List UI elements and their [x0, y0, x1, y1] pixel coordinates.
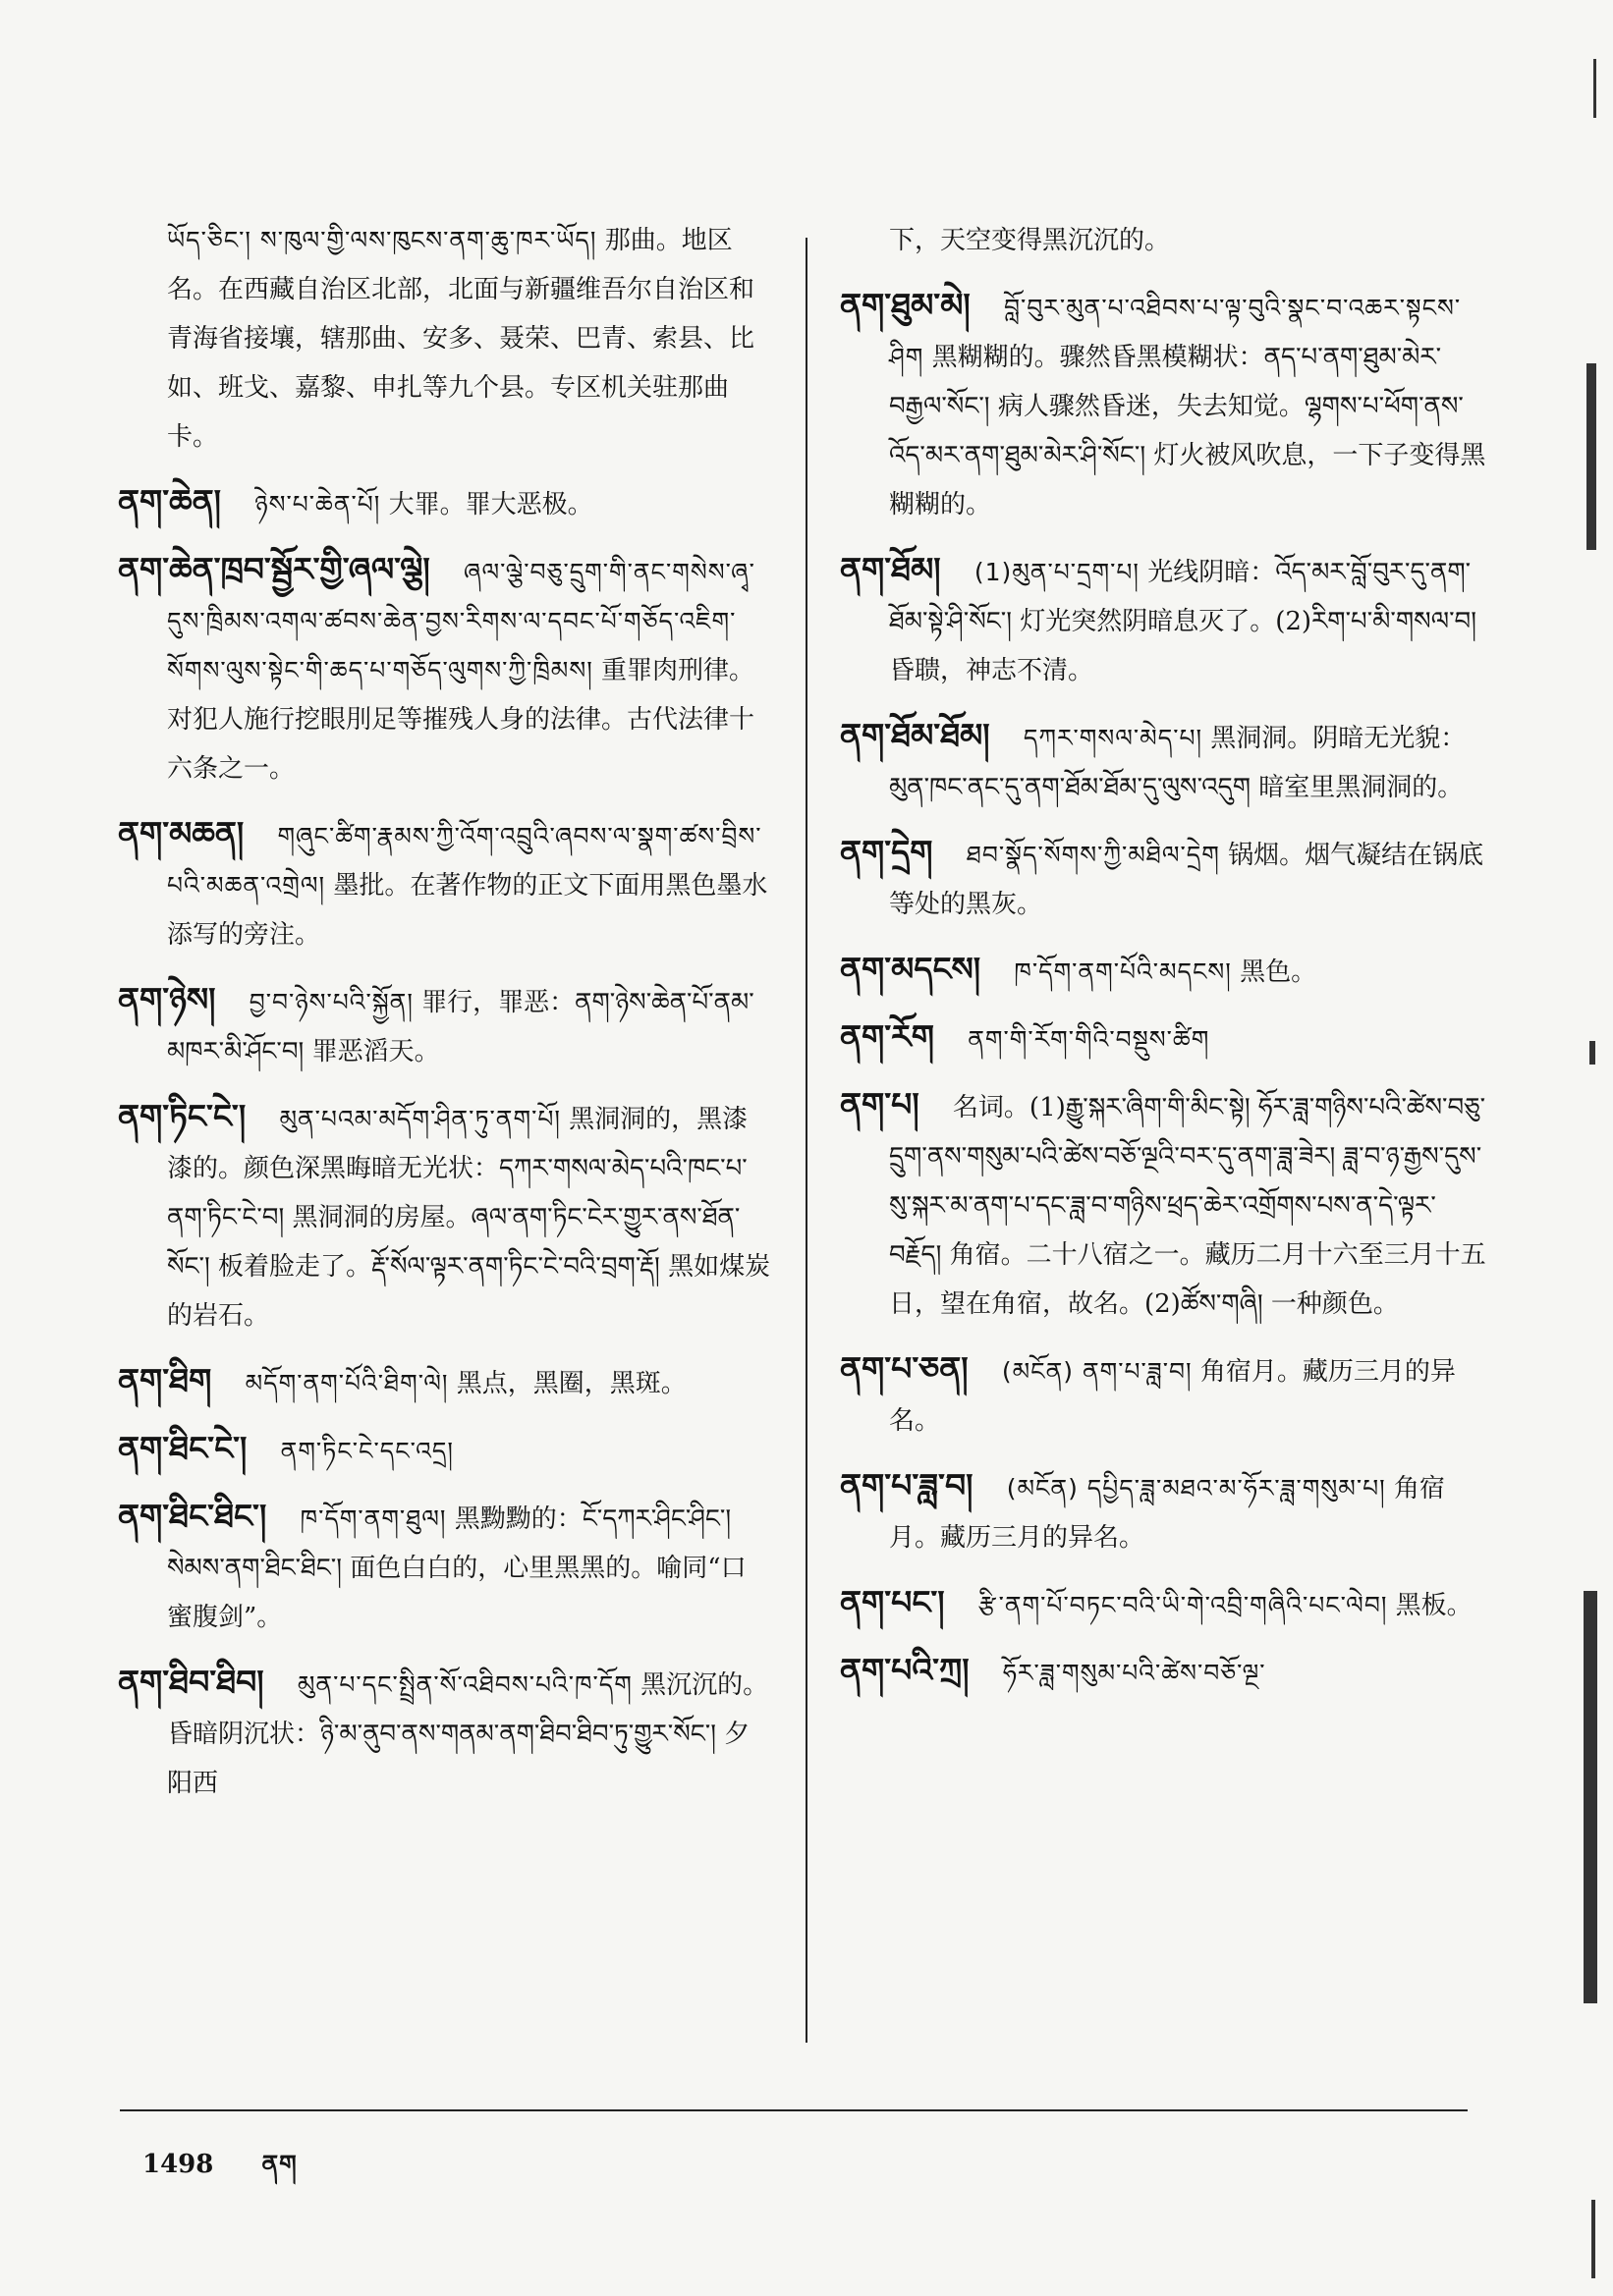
entry-headword: ནག་ཐིག	[118, 1361, 212, 1399]
entry-tibetan: ཁ་དོག་ནག་པོའི་མདངས།	[1014, 957, 1232, 986]
entry-chinese: 黑黝黝的：ངོ་དཀར་ཤིང་ཤིང་། སེམས་ནག་ཐིང་ཐིང་། 面色白白的，心里黑黑的。喻同“口蜜腹剑”。	[167, 1504, 747, 1632]
entry-headword: ནག་མདངས།	[840, 950, 981, 988]
entry-tibetan: ཡོད་ཅིང་། ས་ཁུལ་གྱི་ལས་ཁུངས་ནག་ཆུ་ཁར་ཡོད།	[167, 226, 597, 254]
entry-headword: ནག་ཐོམ།	[840, 550, 941, 588]
scan-edge-mark	[1591, 2200, 1595, 2278]
entry-chinese: 角宿月。藏历三月的异名。	[889, 1474, 1445, 1553]
entry-chinese: 下，天空变得黑沉沉的。	[889, 226, 1171, 255]
entry-tibetan: ནག་གི་རོག་གིའི་བསྡུས་ཚིག	[968, 1025, 1210, 1054]
dictionary-entry	[840, 1344, 1488, 1446]
dictionary-entry	[840, 281, 1488, 529]
scan-edge-mark	[1584, 1591, 1597, 2003]
entry-chinese: 名词。(1)རྒྱུ་སྐར་ཞིག་གི་མིང་སྟེ། ཧོར་ཟླ་གཉིས་པའི་ཚེས་བཅུ་དྲུག་ནས་གསུམ་པའི་ཚེས་བཅོ་ལྔའི་བར་དུ་ནག་ཟླ་ཟེར། ཟླ་བ་ཉ་རྒྱས་དུས་སུ་སྐར་མ་ནག་པ་དང་ཟླ་བ་གཉིས་ཕྲད་ཆེར་འགྲོགས་པས་ན་དེ་ལྟར་བརྗོད། 角宿。二十八宿之一。藏历二月十六至三月十五日，望在角宿，故名。(2)ཚོས་གཞི། 一种颜色。	[889, 1093, 1486, 1319]
entry-headword: ནག་ཏིང་ངེ་།	[118, 1097, 247, 1135]
entry-chinese: 锅烟。烟气凝结在锅底等处的黑灰。	[889, 841, 1484, 919]
dictionary-entry	[118, 1356, 771, 1408]
entry-chinese: 黑洞洞的，黑漆漆的。颜色深黑晦暗无光状：དཀར་གསལ་མེད་པའི་ཁང་པ་ནག་ཏིང་ངེ་བ། 黑洞洞的房屋。ཞལ་ནག་ཏིང་ངེར་གྱུར་ནས་ཐོན་སོང་། 板着脸走了。རྡོ་སོལ་ལྟར་ནག་ཏིང་ངེ་བའི་བྲག་རྡོ། 黑如煤炭的岩石。	[167, 1105, 771, 1331]
entry-tibetan: མུན་པའམ་མདོག་ཤིན་ཏུ་ནག་པོ།	[279, 1105, 561, 1133]
scan-edge-mark	[1586, 363, 1596, 550]
entry-chinese: 角宿月。藏历三月的异名。	[889, 1357, 1456, 1436]
dictionary-entry	[118, 1092, 771, 1340]
entry-tibetan: ཞལ་ལྕེ་བཅུ་དྲུག་གི་ནང་གསེས་ཞྭ་དུས་ཁྲིམས་འགལ་ཚབས་ཆེན་བྱས་རིགས་ལ་དབང་པོ་གཅོད་འཇིག་སོགས་ལུས་སྟེང་གི་ཆད་པ་གཅོད་ལུགས་ཀྱི་ཁྲིམས།	[167, 558, 755, 684]
dictionary-entry	[840, 828, 1488, 929]
entry-headword: ནག་ཐིང་ཐིང་།	[118, 1497, 267, 1535]
dictionary-entry	[840, 1080, 1488, 1329]
scan-edge-mark	[1593, 59, 1596, 118]
entry-tibetan: དཀར་གསལ་མེད་པ།	[1023, 724, 1203, 752]
entry-chinese: 黑糊糊的。骤然昏黑模糊状：ནད་པ་ནག་ཐུམ་མེར་བརྒྱལ་སོང་། 病人骤然昏迷，失去知觉。ལྷགས་པ་ཕོག་ནས་འོད་མར་ནག་ཐུམ་མེར་ཤི་སོང་། 灯火被风吹息，一下子变得黑糊糊的。	[889, 343, 1486, 519]
dictionary-entry	[118, 1658, 771, 1808]
entry-tibetan: ཉེས་པ་ཆེན་པོ།	[254, 490, 381, 519]
footer-rule	[120, 2109, 1468, 2111]
entry-tibetan: ཐབ་སྣོད་སོགས་ཀྱི་མཐིལ་དྲེག	[966, 841, 1220, 869]
entry-chinese: 黑沉沉的。昏暗阴沉状：ཉི་མ་ནུབ་ནས་གནམ་ནག་ཐིབ་ཐིབ་ཏུ་གྱུར་སོང་། 夕阳西	[167, 1670, 769, 1798]
entry-tibetan: (མངོན) དཔྱིད་ཟླ་མཐའ་མ་ཧོར་ཟླ་གསུམ་པ།	[1006, 1474, 1386, 1503]
left-column	[118, 216, 771, 1824]
entry-headword: ནག་མཆན།	[118, 814, 245, 852]
entry-headword: ནག་པ།	[840, 1085, 919, 1123]
running-head: ནག	[261, 2150, 298, 2178]
entry-chinese: 罪行，罪恶：ནག་ཉེས་ཆེན་པོ་ནམ་མཁར་མི་ཤོང་བ། 罪恶滔天。	[167, 988, 754, 1066]
entry-headword: ནག་ཐིབ་ཐིབ།	[118, 1663, 264, 1701]
dictionary-entry	[118, 975, 771, 1076]
entry-headword: ནག་ཆེན།	[118, 482, 222, 520]
dictionary-entry	[840, 711, 1488, 812]
entry-tibetan: ཁ་དོག་ནག་ཐུལ།	[300, 1504, 447, 1533]
dictionary-entry	[118, 477, 771, 529]
entry-headword: ནག་རོག	[840, 1017, 934, 1056]
entry-tibetan: རྩི་ནག་པོ་བཏང་བའི་ཡི་གེ་འབྲི་གཞིའི་པང་ལེབ།	[977, 1591, 1388, 1619]
entry-chinese: 黑点，黑圈，黑斑。	[456, 1369, 687, 1398]
dictionary-entry	[118, 1424, 771, 1476]
dictionary-entry	[840, 1012, 1488, 1065]
column-divider	[806, 238, 807, 2043]
entry-headword: ནག་པ་ཅན།	[840, 1349, 969, 1388]
page-footer	[142, 2136, 298, 2206]
entry-headword: ནག་དྲེག	[840, 833, 933, 871]
entry-chinese: 那曲。地区名。在西藏自治区北部，北面与新疆维吾尔自治区和青海省接壤，辖那曲、安多、聂荣、巴青、索县、比如、班戈、嘉黎、申扎等九个县。专区机关驻那曲卡。	[167, 226, 755, 452]
scan-edge-mark	[1589, 1041, 1595, 1065]
entry-tibetan: མདོག་ནག་པོའི་ཐིག་ལེ།	[245, 1369, 449, 1397]
entry-tibetan: ནག་ཏིང་ངེ་དང་འདྲ།	[280, 1437, 454, 1465]
entry-tibetan: བློ་བུར་མུན་པ་འཐིབས་པ་ལྟ་བུའི་སྣང་བ་འཆར་སྟངས་ཤིག	[889, 294, 1462, 371]
entry-chinese: 大罪。罪大恶极。	[388, 490, 593, 519]
entry-continued	[118, 216, 771, 462]
dictionary-entry	[840, 945, 1488, 997]
entry-headword: ནག་ཉེས།	[118, 980, 216, 1018]
entry-headword: ནག་ཐིང་ངེ་།	[118, 1429, 248, 1467]
entry-chinese: 光线阴暗：འོད་མར་བློ་བུར་དུ་ནག་ཐོམ་སྟེ་ཤི་སོང་། 灯光突然阴暗息灭了。(2)རིག་པ་མི་གསལ་བ། 昏聩，神志不清。	[889, 558, 1476, 685]
entry-continued	[840, 216, 1488, 265]
entry-chinese: 黑板。	[1395, 1591, 1473, 1620]
entry-headword: ནག་ཐུམ་མེ།	[840, 286, 971, 324]
dictionary-entry	[840, 1578, 1488, 1630]
page-number: 1498	[142, 2150, 214, 2179]
entry-headword: ནག་པང་།	[840, 1583, 945, 1621]
dictionary-entry	[840, 545, 1488, 695]
entry-tibetan: (མངོན) ནག་པ་ཟླ་བ།	[1001, 1357, 1193, 1386]
dictionary-entry	[118, 809, 771, 959]
entry-headword: ནག་པ་ཟླ་བ།	[840, 1466, 973, 1504]
entry-tibetan: ཧོར་ཟླ་གསུམ་པའི་ཚེས་བཅོ་ལྔ་	[1002, 1659, 1266, 1687]
entry-chinese: 黑色。	[1240, 957, 1317, 987]
entry-chinese: 重罪肉刑律。对犯人施行挖眼刖足等摧残人身的法律。古代法律十六条之一。	[167, 656, 755, 784]
right-column	[840, 216, 1488, 1714]
entry-chinese: 黑洞洞。阴暗无光貌：མུན་ཁང་ནང་དུ་ནག་ཐོམ་ཐོམ་དུ་ལུས་འདུག 暗室里黑洞洞的。	[889, 724, 1467, 802]
entry-headword: ནག་པའི་ཀྲ།	[840, 1651, 970, 1689]
entry-tibetan: གཞུང་ཚིག་རྣམས་ཀྱི་འོག་འབྲུའི་ཞབས་ལ་སྣག་ཚས་བྲིས་པའི་མཆན་འགྲེལ།	[167, 822, 762, 900]
dictionary-entry	[118, 1492, 771, 1642]
entry-tibetan: (1)མུན་པ་དྲག་པ།	[973, 558, 1140, 586]
entry-headword: ནག་ཆེན་ཁྲབ་སྦྱོར་གྱི་ཞལ་ལྕེ།	[118, 550, 430, 588]
entry-chinese: 墨批。在著作物的正文下面用黑色墨水添写的旁注。	[167, 871, 768, 950]
dictionary-entry	[840, 1646, 1488, 1698]
entry-headword: ནག་ཐོམ་ཐོམ།	[840, 716, 990, 754]
entry-tibetan: བྱ་བ་ཉེས་པའི་སྐྱོན།	[249, 988, 414, 1016]
dictionary-entry	[840, 1461, 1488, 1562]
entry-tibetan: མུན་པ་དང་སྤྲིན་སོ་འཐིབས་པའི་ཁ་དོག	[297, 1670, 633, 1699]
dictionary-entry	[118, 545, 771, 793]
